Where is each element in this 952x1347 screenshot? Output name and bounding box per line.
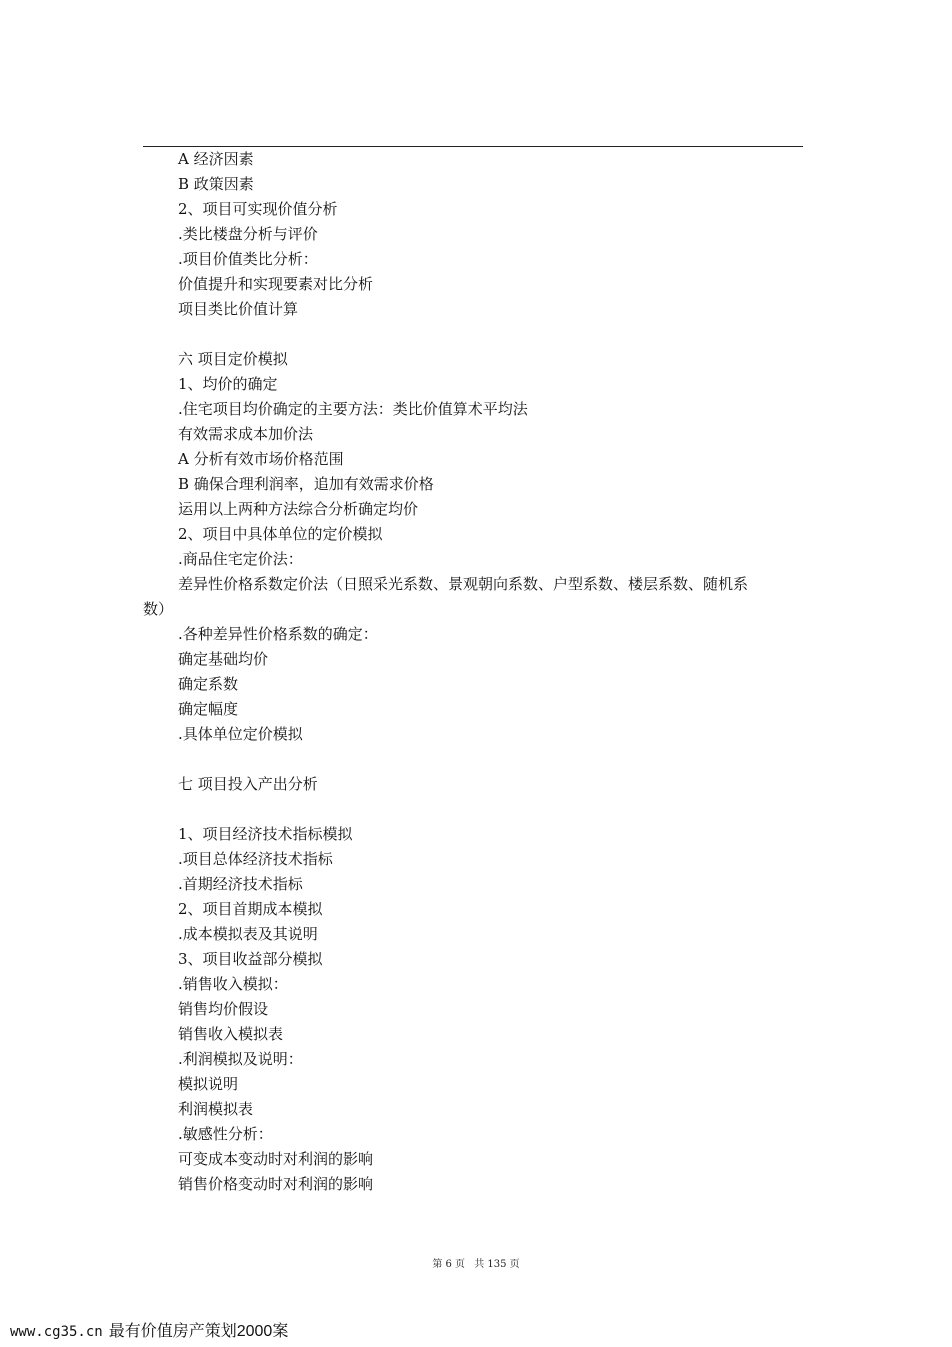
text-line: .商品住宅定价法： bbox=[178, 550, 303, 568]
page-total: 共 135 页 bbox=[474, 1259, 520, 1270]
text-line: 可变成本变动时对利润的影响 bbox=[178, 1150, 374, 1168]
text-line: 确定幅度 bbox=[178, 700, 239, 718]
text-line: B 确保合理利润率，追加有效需求价格 bbox=[178, 475, 434, 493]
text-line: .住宅项目均价确定的主要方法：类比价值算术平均法 bbox=[178, 400, 528, 418]
page-footer bbox=[0, 1255, 952, 1270]
text-line: 模拟说明 bbox=[178, 1075, 239, 1093]
text-line: A 经济因素 bbox=[178, 150, 254, 168]
watermark-text: 最有价值房产策划2000案 bbox=[108, 1323, 289, 1340]
text-line: .项目价值类比分析： bbox=[178, 250, 318, 268]
text-line: 销售收入模拟表 bbox=[178, 1025, 284, 1043]
blank-line bbox=[143, 322, 813, 347]
document-body bbox=[143, 147, 813, 1197]
text-line: 确定基础均价 bbox=[178, 650, 269, 668]
text-line: 有效需求成本加价法 bbox=[178, 425, 314, 443]
blank-line bbox=[143, 747, 813, 772]
text-line: .各种差异性价格系数的确定： bbox=[178, 625, 378, 643]
text-line: 销售价格变动时对利润的影响 bbox=[178, 1175, 374, 1193]
text-line: 差异性价格系数定价法（日照采光系数、景观朝向系数、户型系数、楼层系数、随机系 bbox=[178, 575, 749, 593]
text-line-continuation: 数） bbox=[143, 600, 174, 618]
text-line: .类比楼盘分析与评价 bbox=[178, 225, 318, 243]
page-number: 第 6 页 bbox=[432, 1259, 466, 1270]
text-line: 1、项目经济技术指标模拟 bbox=[178, 825, 353, 843]
text-line: .项目总体经济技术指标 bbox=[178, 850, 333, 868]
text-line: 利润模拟表 bbox=[178, 1100, 254, 1118]
text-line: 3、项目收益部分模拟 bbox=[178, 950, 323, 968]
text-line: .销售收入模拟： bbox=[178, 975, 288, 993]
text-line: 价值提升和实现要素对比分析 bbox=[178, 275, 374, 293]
text-line: 项目类比价值计算 bbox=[178, 300, 299, 318]
text-line: B 政策因素 bbox=[178, 175, 254, 193]
text-line: 1、均价的确定 bbox=[178, 375, 278, 393]
text-line: 2、项目中具体单位的定价模拟 bbox=[178, 525, 383, 543]
section-heading: 七 项目投入产出分析 bbox=[178, 775, 318, 793]
text-line: 运用以上两种方法综合分析确定均价 bbox=[178, 500, 419, 518]
text-line: .敏感性分析： bbox=[178, 1125, 273, 1143]
watermark-url: www.cg35.cn bbox=[10, 1324, 103, 1340]
text-line: 销售均价假设 bbox=[178, 1000, 269, 1018]
watermark bbox=[10, 1318, 288, 1341]
text-line: 2、项目可实现价值分析 bbox=[178, 200, 338, 218]
blank-line bbox=[143, 797, 813, 822]
text-line: .首期经济技术指标 bbox=[178, 875, 303, 893]
text-line: 确定系数 bbox=[178, 675, 239, 693]
text-line: .利润模拟及说明： bbox=[178, 1050, 303, 1068]
text-line: 2、项目首期成本模拟 bbox=[178, 900, 323, 918]
section-heading: 六 项目定价模拟 bbox=[178, 350, 288, 368]
text-line: .具体单位定价模拟 bbox=[178, 725, 303, 743]
text-line: .成本模拟表及其说明 bbox=[178, 925, 318, 943]
text-line: A 分析有效市场价格范围 bbox=[178, 450, 344, 468]
